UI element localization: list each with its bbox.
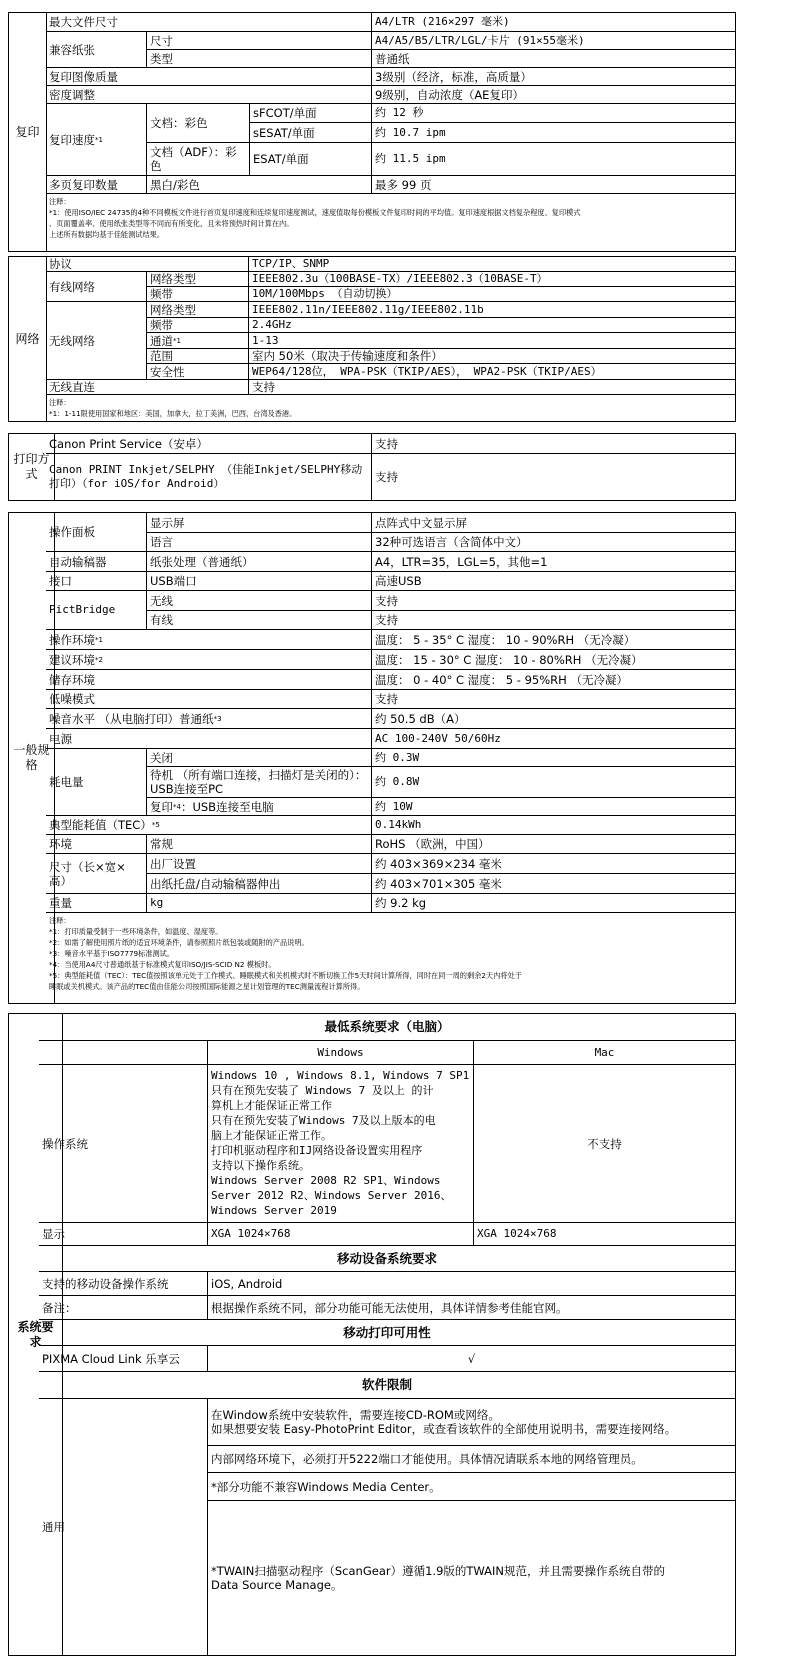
- software-general-label: 通用: [39, 1398, 207, 1655]
- standby-label: 待机 （所有端口连接，扫描灯是关闭的）：USB连接至PC: [146, 766, 371, 797]
- mobile-os-label: 支持的移动设备操作系统: [39, 1271, 207, 1295]
- operating-env-footnote-mark: *1: [95, 635, 103, 644]
- speed-label: [46, 103, 146, 175]
- weight-label: 重量: [46, 893, 146, 912]
- mobile-requirements-heading: 移动设备系统要求: [39, 1245, 735, 1271]
- general-note-line: *3：噪音水平基于ISO7779标准测试。: [49, 949, 175, 958]
- software-restrictions-heading: 软件限制: [39, 1371, 735, 1398]
- os-mac-value: 不支持: [473, 1064, 735, 1222]
- display-mac-value: XGA 1024×768: [473, 1222, 735, 1245]
- copy-power-footnote-mark: *4: [173, 802, 181, 811]
- power-off-label: 关闭: [146, 748, 371, 766]
- storage-env-value: 温度： 0 - 40° C 湿度： 5 - 95%RH （无冷凝）: [371, 669, 735, 689]
- wired-band-label: 频带: [146, 286, 248, 301]
- interface-sub: USB端口: [146, 571, 371, 590]
- os-windows-line: Windows 10 , Windows 8.1, Windows 7 SP1: [211, 1069, 470, 1082]
- operating-env-value: 温度： 5 - 35° C 湿度： 10 - 90%RH （无冷凝）: [371, 629, 735, 649]
- power-off-value: 约 0.3W: [371, 748, 735, 766]
- operating-env-label-text: 操作环境: [49, 632, 95, 647]
- network-section: [8, 256, 736, 422]
- general-note-line: *1：打印质量受制于一些环境条件，如温度、湿度等。: [49, 927, 223, 936]
- copy-note-line: 注释：: [49, 197, 71, 206]
- operating-env-label: [46, 629, 371, 649]
- sfcot-value: 约 12 秒: [371, 103, 735, 122]
- display-label: 显示屏: [146, 513, 371, 532]
- wl-channel-label: [146, 332, 248, 348]
- tec-label: [46, 815, 371, 834]
- paper-type-value: 普通纸: [371, 49, 735, 67]
- general-note-line: 睡眠或关机模式。该产品的TEC值由佳能公司按照国际能源之星计划管理的TEC测量流程计算所得。: [49, 982, 365, 991]
- system-category: 系统要求: [9, 1014, 63, 1655]
- software-item: *TWAIN扫描驱动程序（ScanGear）遵循1.9版的TWAIN规范，并且需要操作系统自带的 Data Source Manage。: [207, 1500, 735, 1655]
- sesat-label: sESAT/单面: [249, 122, 371, 142]
- wl-channel-footnote-mark: *1: [173, 336, 181, 345]
- quiet-mode-value: 支持: [371, 689, 735, 708]
- max-size-value: A4/LTR (216×297 毫米): [371, 13, 735, 31]
- print-app-value: 支持: [371, 453, 735, 500]
- doc-color-label: 文档：彩色: [146, 103, 249, 142]
- dimensions-label: 尺寸（长×宽×高）: [46, 853, 146, 893]
- wl-range-value: 室内 50米（取决于传输速度和条件）: [248, 348, 735, 363]
- tec-value: 0.14kWh: [371, 815, 735, 834]
- noise-label-text: 噪音水平 （从电脑打印）普通纸: [49, 711, 214, 726]
- adf-label: 自动输稿器: [46, 551, 146, 571]
- display-windows-value: XGA 1024×768: [207, 1222, 473, 1245]
- environment-sub: 常规: [146, 834, 371, 853]
- recommended-env-label-text: 建议环境: [49, 652, 95, 667]
- speed-footnote-mark: *1: [95, 135, 103, 144]
- esat-label: ESAT/单面: [249, 142, 371, 175]
- quiet-mode-label: 低噪模式: [46, 689, 371, 708]
- interface-label: 接口: [46, 571, 146, 590]
- protocol-label: 协议: [49, 257, 72, 271]
- adf-color-label: 文档（ADF）：彩色: [146, 142, 249, 175]
- multi-copy-sub: 黑白/彩色: [146, 175, 371, 193]
- mobile-os-value: iOS, Android: [207, 1271, 735, 1295]
- wl-band-value: 2.4GHz: [248, 317, 735, 332]
- recommended-env-footnote-mark: *2: [95, 655, 103, 664]
- col-header-windows: Windows: [207, 1040, 473, 1064]
- os-windows-line: Windows Server 2008 R2 SP1、Windows: [211, 1174, 441, 1187]
- network-notes: [46, 394, 735, 421]
- os-windows-line: 只有在预先安装了 Windows 7 及以上 的计: [211, 1084, 434, 1097]
- noise-label: [46, 708, 371, 728]
- pictbridge-wired-value: 支持: [371, 610, 735, 629]
- general-note-line: *5：典型能耗值（TEC）：TEC值按照该单元处于工作模式、睡眠模式和关机模式时不断切换工作5天时间计算所得，同时在同一周的剩余2天内将处于: [49, 971, 522, 980]
- wl-security-value: WEP64/128位， WPA-PSK（TKIP/AES）， WPA2-PSK（TKIP/AES）: [248, 363, 735, 379]
- mobile-note-value: 根据操作系统不同，部分功能可能无法使用，具体详情参考佳能官网。: [207, 1295, 735, 1319]
- general-note-line: *4：当使用A4尺寸普通纸基于标准模式复印ISO/JIS-SCID N2 模板时。: [49, 960, 276, 969]
- language-value: 32种可选语言（含简体中文）: [371, 532, 735, 551]
- software-item: 在Window系统中安装软件，需要连接CD-ROM或网络。 如果想要安装 Easy-PhotoPrint Editor，或查看该软件的全部使用说明书，需要连接网络。: [207, 1398, 735, 1445]
- storage-env-label: 储存环境: [46, 669, 371, 689]
- wired-type-value: IEEE802.3u（100BASE-TX）/IEEE802.3（10BASE-T）: [248, 271, 735, 286]
- system-section: [8, 1013, 736, 1656]
- recommended-env-value: 温度： 15 - 30° C 湿度： 10 - 80%RH （无冷凝）: [371, 649, 735, 669]
- print-methods-section: [8, 433, 736, 501]
- esat-value: 约 11.5 ipm: [371, 142, 735, 175]
- weight-value: 约 9.2 kg: [371, 893, 735, 912]
- network-note-line: 注释：: [49, 398, 71, 407]
- pictbridge-wired-label: 有线: [146, 610, 371, 629]
- wl-security-label: 安全性: [146, 363, 248, 379]
- wireless-label: 无线网络: [46, 301, 146, 379]
- language-label: 语言: [146, 532, 371, 551]
- consumption-label: 耗电量: [46, 748, 146, 815]
- os-windows-line: 只有在预先安装了Windows 7及以上版本的电: [211, 1114, 436, 1127]
- pc-requirements-heading: 最低系统要求（电脑）: [324, 1019, 450, 1034]
- sesat-value: 约 10.7 ipm: [371, 122, 735, 142]
- os-label: 操作系统: [39, 1064, 207, 1222]
- dim-extended-label: 出纸托盘/自动输稿器伸出: [146, 873, 371, 893]
- copy-note-line: *1：使用ISO/IEC 24735的4种不同模板文件进行首页复印速度和连续复印速度测试，速度值取每份模板文件复印时间的平均值。复印速度根据文档复杂程度、复印模式: [49, 208, 581, 217]
- weight-unit: kg: [146, 893, 371, 912]
- wired-type-label: 网络类型: [146, 271, 248, 286]
- copy-note-line: 、页面覆盖率、使用纸张类型等不同而有所变化，且未将预热时间计算在内。: [49, 219, 294, 228]
- pictbridge-wireless-label: 无线: [146, 590, 371, 610]
- quality-label: 复印图像质量: [46, 67, 371, 85]
- environment-label: 环境: [46, 834, 146, 853]
- os-windows-line: Windows Server 2019: [211, 1204, 337, 1217]
- protocol-value: TCP/IP、SNMP: [248, 257, 735, 271]
- wireless-direct-label: 无线直连: [46, 379, 248, 394]
- os-windows-line: 打印机驱动程序和IJ网络设备设置实用程序: [211, 1144, 423, 1157]
- os-windows-line: 算机上才能保证正常工作: [211, 1099, 332, 1112]
- col-header-mac: Mac: [473, 1040, 735, 1064]
- wl-type-label: 网络类型: [146, 301, 248, 317]
- general-notes: [46, 912, 735, 1003]
- copy-power-label-rest: ：USB连接至电脑: [180, 799, 274, 814]
- display-req-label: 显示: [39, 1222, 207, 1245]
- network-note-line: *1：1-11限使用国家和地区：美国，加拿大，拉丁美洲，巴西，台湾及香港。: [49, 409, 297, 418]
- os-windows-line: Server 2012 R2、Windows Server 2016、: [211, 1189, 452, 1202]
- dim-factory-label: 出厂设置: [146, 853, 371, 873]
- software-item: 内部网络环境下，必须打开5222端口才能使用。具体情况请联系本地的网络管理员。: [207, 1445, 735, 1472]
- copy-power-value: 约 10W: [371, 797, 735, 815]
- os-windows-line: 支持以下操作系统。: [211, 1159, 310, 1172]
- noise-footnote-mark: *3: [213, 714, 222, 723]
- recommended-env-label: [46, 649, 371, 669]
- wired-label: 有线网络: [46, 271, 146, 301]
- software-item: *部分功能不兼容Windows Media Center。: [207, 1472, 735, 1500]
- paper-size-value: A4/A5/B5/LTR/LGL/卡片 (91×55毫米): [371, 31, 735, 49]
- print-app-label: Canon PRINT Inkjet/SELPHY （佳能Inkjet/SELPHY移动打印）（for iOS/for Android）: [46, 453, 371, 500]
- wireless-direct-value: 支持: [248, 379, 735, 394]
- pictbridge-wireless-value: 支持: [371, 590, 735, 610]
- adf-sub: 纸张处理（普通纸）: [146, 551, 371, 571]
- wl-channel-value: 1-13: [248, 332, 735, 348]
- mobile-note-label: 备注：: [39, 1295, 207, 1319]
- paper-size-label: 尺寸: [146, 31, 371, 49]
- environment-value: RoHS （欧洲，中国）: [371, 834, 735, 853]
- paper-type-label: 类型: [146, 49, 371, 67]
- os-windows-cell: [207, 1064, 473, 1222]
- general-section: [8, 512, 736, 1004]
- quality-value: 3级别（经济，标准，高质量）: [371, 67, 735, 85]
- max-size-label: 最大文件尺寸: [49, 15, 118, 29]
- standby-value: 约 0.8W: [371, 766, 735, 797]
- os-windows-line: 脑上才能保证正常工作。: [211, 1129, 332, 1142]
- print-service-label: Canon Print Service（安卓）: [49, 436, 208, 451]
- copy-power-label-text: 复印: [150, 799, 173, 814]
- sfcot-label: sFCOT/单面: [249, 103, 371, 122]
- cloud-link-check: √: [207, 1345, 735, 1371]
- dim-extended-value: 约 403×701×305 毫米: [371, 873, 735, 893]
- density-label: 密度调整: [46, 85, 371, 103]
- multi-copy-label: 多页复印数量: [46, 175, 146, 193]
- power-label: 电源: [46, 728, 371, 748]
- print-service-value: 支持: [371, 434, 735, 453]
- noise-value: 约 50.5 dB（A）: [371, 708, 735, 728]
- copy-section: [8, 12, 736, 252]
- col-header-blank: [39, 1040, 207, 1064]
- wl-channel-label-text: 通道: [150, 333, 173, 348]
- general-note-line: 注释：: [49, 916, 71, 925]
- tec-footnote-mark: *5: [151, 821, 160, 829]
- wl-range-label: 范围: [146, 348, 248, 363]
- copy-note-line: 上述所有数据均基于佳能测试结果。: [49, 230, 165, 239]
- paper-label: 兼容纸张: [46, 31, 146, 67]
- density-value: 9级别，自动浓度（AE复印）: [371, 85, 735, 103]
- network-category: 网络: [9, 257, 47, 421]
- copy-power-label: [146, 797, 371, 815]
- wl-type-value: IEEE802.11n/IEEE802.11g/IEEE802.11b: [248, 301, 735, 317]
- cloud-link-label: PIXMA Cloud Link 乐享云: [39, 1345, 207, 1371]
- tec-label-text: 典型能耗值（TEC）: [49, 818, 152, 832]
- mobile-print-heading: 移动打印可用性: [39, 1319, 735, 1345]
- pictbridge-label: PictBridge: [46, 590, 146, 629]
- copy-notes: [46, 193, 735, 251]
- adf-value: A4，LTR=35，LGL=5，其他=1: [371, 551, 735, 571]
- power-value: AC 100-240V 50/60Hz: [371, 728, 735, 748]
- print-methods-category: 打印方式: [9, 434, 55, 500]
- wired-band-value: 10M/100Mbps （自动切换）: [248, 286, 735, 301]
- general-note-line: *2：如需了解使用照片纸的适宜环境条件，请参照照片纸包装或随附的产品说明。: [49, 938, 309, 947]
- dim-factory-value: 约 403×369×234 毫米: [371, 853, 735, 873]
- panel-label: 操作面板: [49, 525, 95, 539]
- copy-category: 复印: [9, 13, 47, 251]
- multi-copy-value: 最多 99 页: [371, 175, 735, 193]
- speed-label-text: 复印速度: [49, 132, 95, 147]
- interface-value: 高速USB: [371, 571, 735, 590]
- wl-band-label: 频带: [146, 317, 248, 332]
- general-category: 一般规格: [9, 513, 55, 1003]
- display-value: 点阵式中文显示屏: [371, 513, 735, 532]
